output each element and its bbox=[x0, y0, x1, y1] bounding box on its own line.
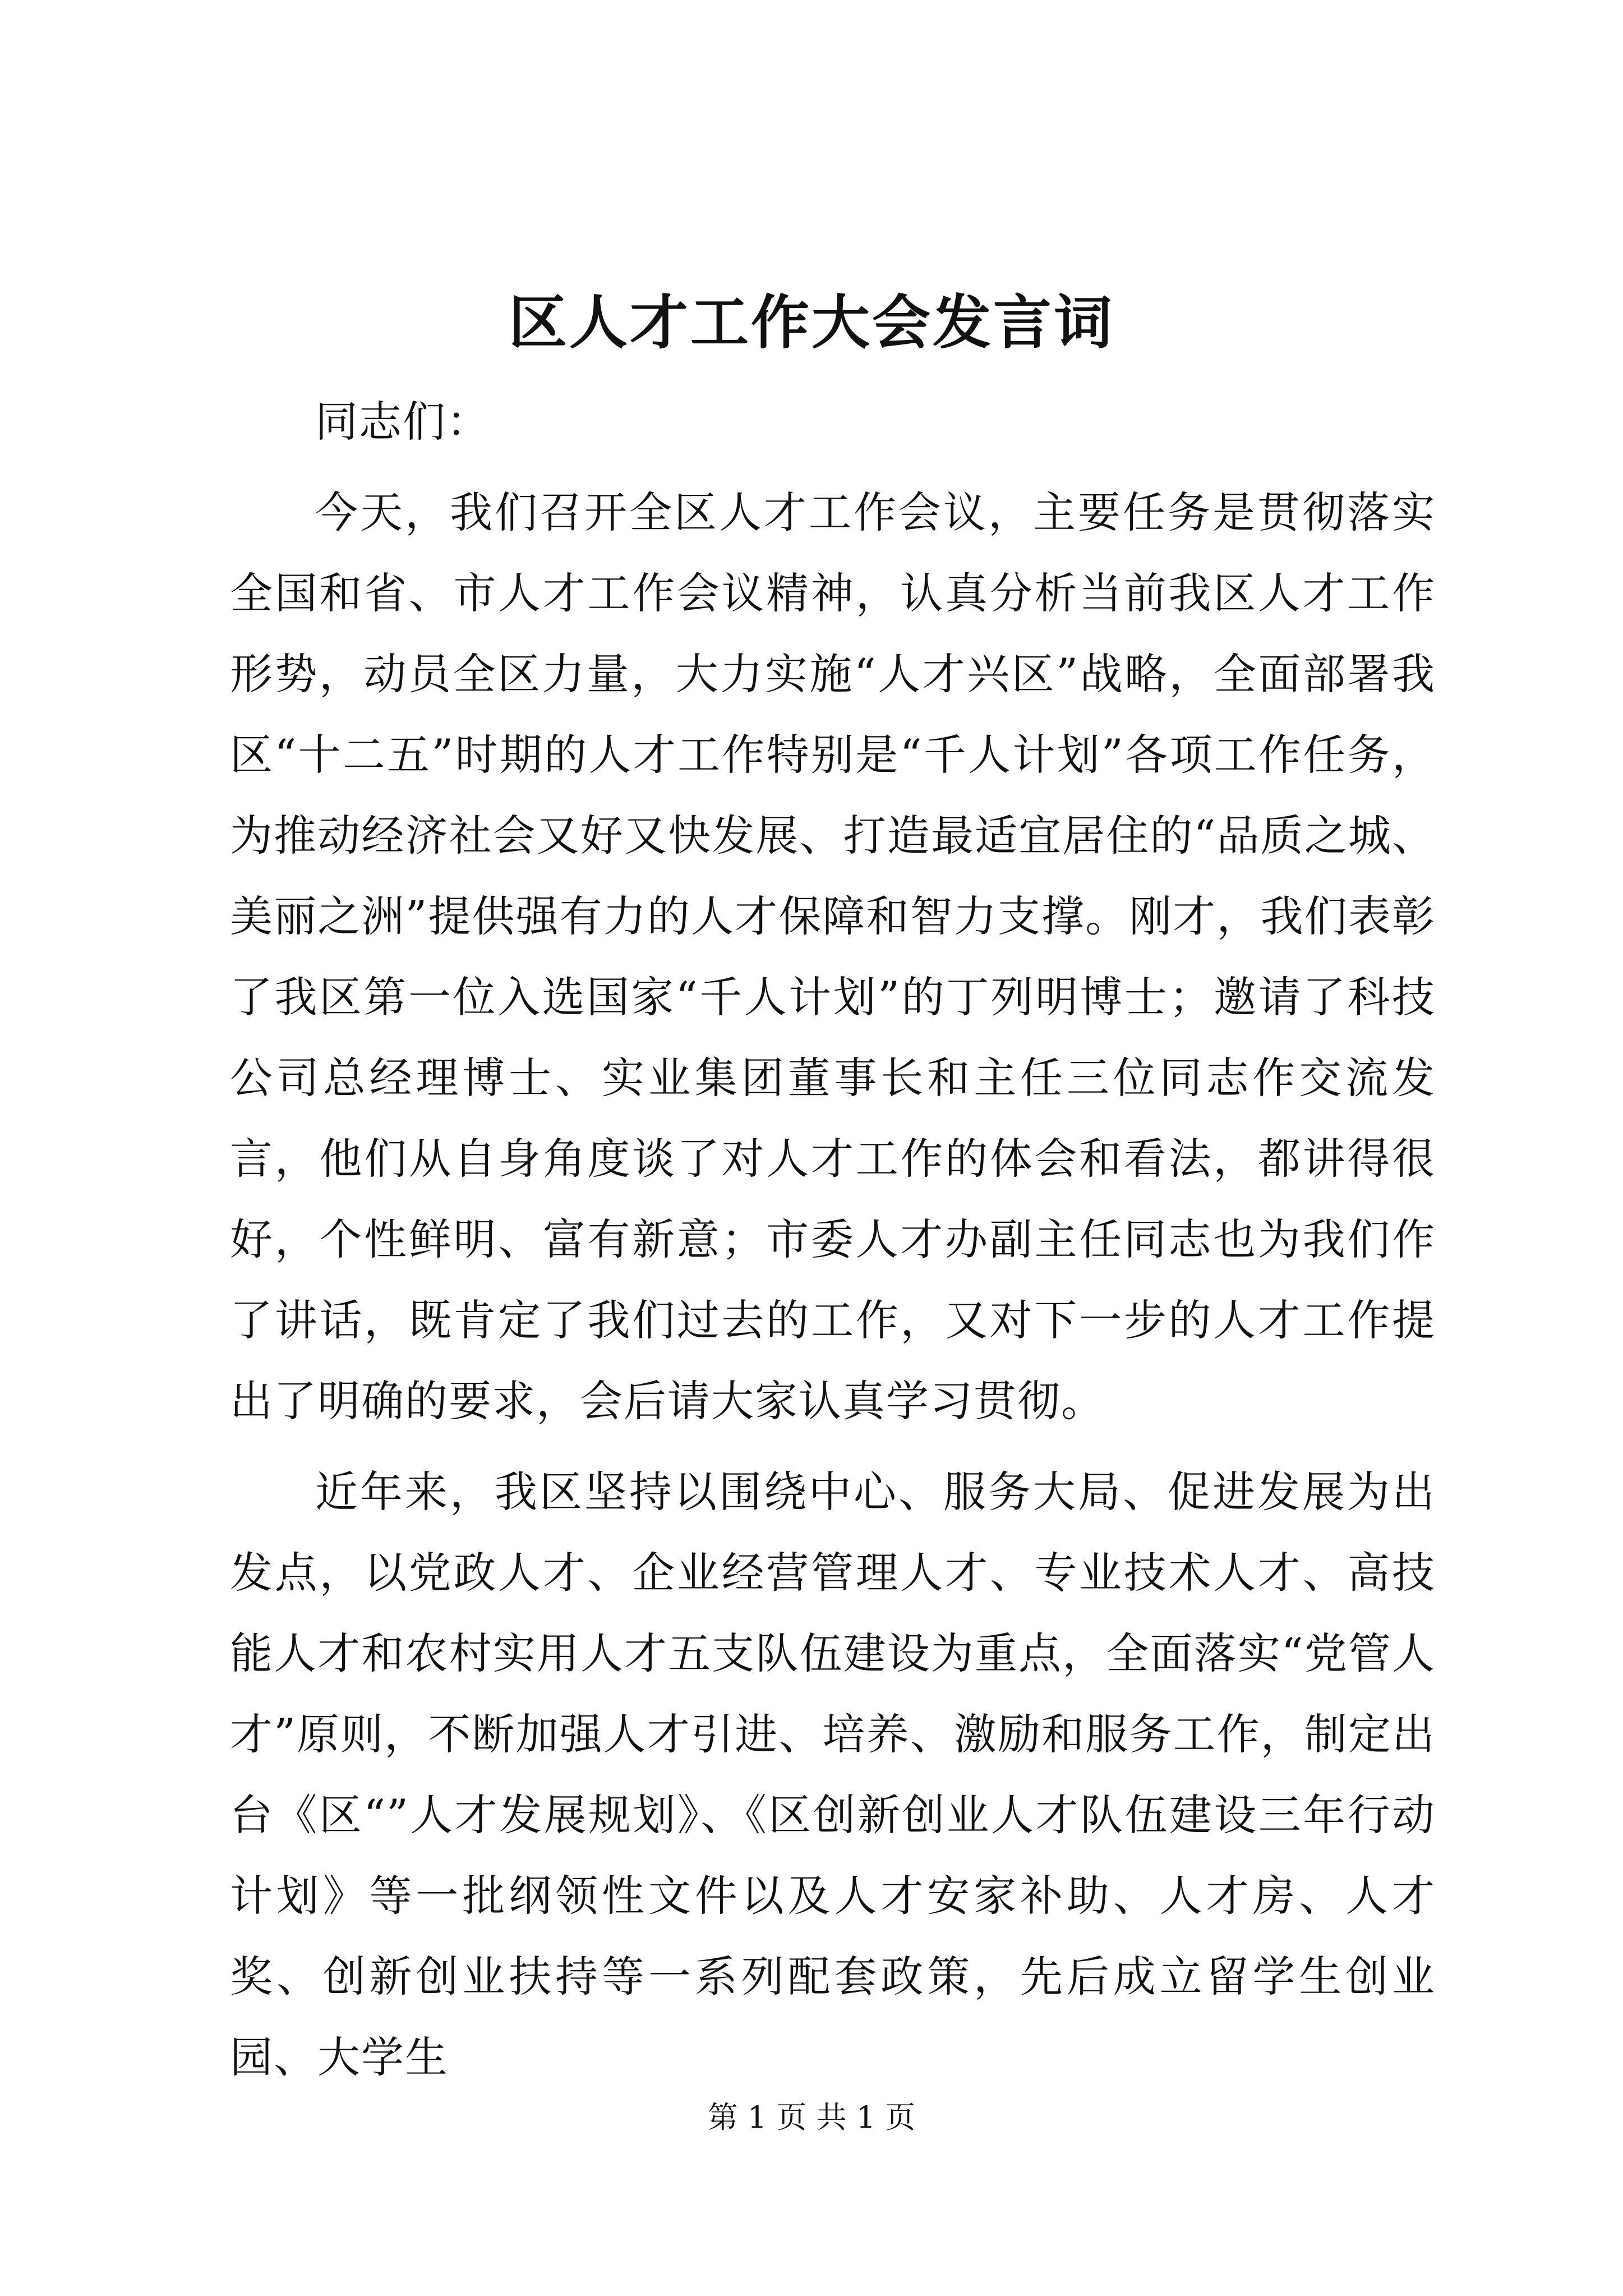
page-footer bbox=[0, 2098, 1623, 2137]
document-body bbox=[230, 381, 1436, 2108]
document-title: 区人才工作大会发言词 bbox=[508, 288, 1114, 357]
paragraph-1: 今天，我们召开全区人才工作会议，主要任务是贯彻落实全国和省、市人才工作会议精神，认真分析当前我区人才工作形势，动员全区力量，大力实施“人才兴区”战略，全面部署我区“十二五”时期的人才工作特别是“千人计划”各项工作任务，为推动经济社会又好又快发展、打造最适宜居住的“品质之城、美丽之洲”提供强有力的人才保障和智力支撑。刚才，我们表彰了我区第一位入选国家“千人计划”的丁列明博士；邀请了科技公司总经理博士、实业集团董事长和主任三位同志作交流发言，他们从自身角度谈了对人才工作的体会和看法，都讲得很好，个性鲜明、富有新意；市委人才办副主任同志也为我们作了讲话，既肯定了我们过去的工作，又对下一步的人才工作提出了明确的要求，会后请大家认真学习贯彻。 bbox=[230, 487, 1436, 1426]
paragraph-2: 近年来，我区坚持以围绕中心、服务大局、促进发展为出发点，以党政人才、企业经营管理人才、专业技术人才、高技能人才和农村实用人才五支队伍建设为重点，全面落实“党管人才”原则，不断加强人才引进、培养、激励和服务工作，制定出台《区“”人才发展规划》、《区创新创业人才队伍建设三年行动计划》等一批纲领性文件以及人才安家补助、人才房、人才奖、创新创业扶持等一系列配套政策，先后成立留学生创业园、大学生 bbox=[230, 1467, 1436, 2082]
page-number-label: 第 1 页 共 1 页 bbox=[707, 2100, 916, 2135]
paragraph-salutation: 同志们： bbox=[315, 397, 490, 447]
